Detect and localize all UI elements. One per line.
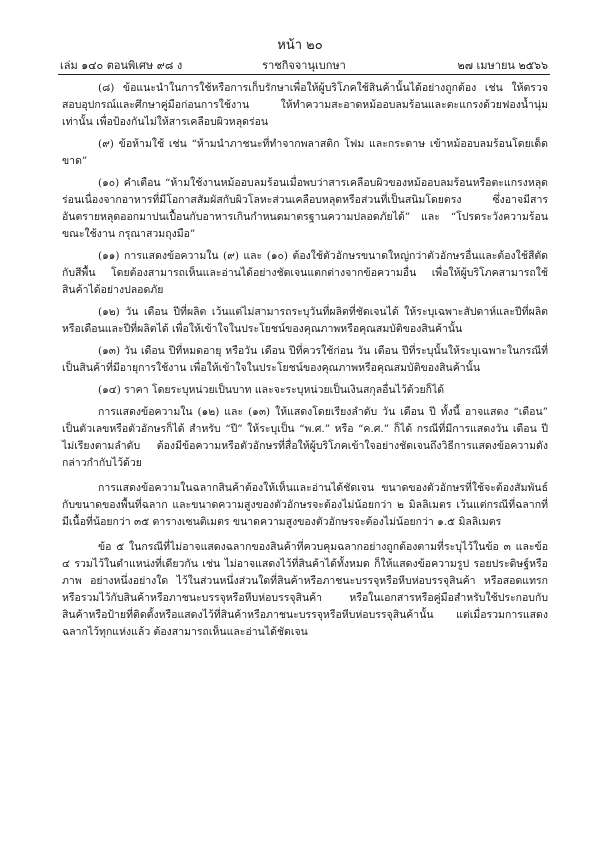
paragraph-item-10: (๑๐) คำเตือน “ห้ามใช้งานหม้ออบลมร้อนเมื่อพบว่าสารเคลือบผิวของหม้ออบลมร้อนหรือตะแกรงหลุดร่อนเนื่องจากอาหารที่มีโอกาสสัมผัสกับผิวโลหะส่วนเคลือบหลุดหรือส่วนที่เป็นสนิมโดยตรง ซึ่งอาจมีสารอันตรายหลุดออกมาปนเปื้อนกับอาหารเกินกำหนดมาตรฐานความปลอดภัยได้” และ “โปรดระวังความร้อนขณะใช้งาน กรุณาสวมถุงมือ” — [62, 177, 548, 240]
paragraph-item-14: (๑๔) ราคา โดยระบุหน่วยเป็นบาท และจะระบุหน่วยเป็นเงินสกุลอื่นไว้ด้วยก็ได้ — [98, 384, 445, 396]
header-rule — [58, 74, 550, 75]
paragraph-item-13: (๑๓) วัน เดือน ปีที่หมดอายุ หรือวัน เดือน ปีที่ควรใช้ก่อน วัน เดือน ปีที่ระบุนั้นให้ระบุเฉพาะในกรณีที่เป็นสินค้าที่มีอายุการใช้งาน เพื่อให้เข้าใจในประโยชน์ของคุณภาพหรือคุณสมบัติของสินค้านั้น — [62, 345, 548, 374]
paragraph-item-12: (๑๒) วัน เดือน ปีที่ผลิต เว้นแต่ไม่สามารถระบุวันที่ผลิตที่ชัดเจนได้ ให้ระบุเฉพาะสัปดาห์และปีที่ผลิต หรือเดือนและปีที่ผลิตได้ เพื่อให้เข้าใจในประโยชน์ของคุณภาพหรือคุณสมบัติของสินค้านั้น — [62, 306, 548, 335]
publication-date: ๒๗ เมษายน ๒๕๖๖ — [457, 59, 548, 72]
paragraph-date-format: การแสดงข้อความใน (๑๒) และ (๑๓) ให้แสดงโดยเรียงลำดับ วัน เดือน ปี ทั้งนี้ อาจแสดง “เดือน” เป็นตัวเลขหรือตัวอักษรก็ได้ สำหรับ “ปี” ให้ระบุเป็น “พ.ศ.” หรือ “ค.ศ.” ก็ได้ กรณีที่มีการแสดงวัน เดือน ปี ไม่เรียงตามลำดับ ต้องมีข้อความหรือตัวอักษรที่สื่อให้ผู้บริโภคเข้าใจอย่างชัดเจนถึงวิธีการแสดงข้อความดังกล่าวกำกับไว้ด้วย — [62, 406, 548, 469]
volume-issue: เล่ม ๑๔๐ ตอนพิเศษ ๙๘ ง — [60, 59, 183, 72]
gazette-header — [60, 56, 548, 74]
page-number: หน้า ๒๐ — [277, 38, 323, 53]
paragraph-item-9: (๙) ข้อห้ามใช้ เช่น “ห้ามนำภาชนะที่ทำจากพลาสติก โฟม และกระดาษ เข้าหม้ออบลมร้อนโดยเด็ดขาด” — [62, 138, 548, 167]
paragraph-label-legibility: การแสดงข้อความในฉลากสินค้าต้องให้เห็นและอ่านได้ชัดเจน ขนาดของตัวอักษรที่ใช้จะต้องสัมพันธ์กับขนาดของพื้นที่ฉลาก และขนาดความสูงของตัวอักษรจะต้องไม่น้อยกว่า ๒ มิลลิเมตร เว้นแต่กรณีที่ฉลากที่มีเนื้อที่น้อยกว่า ๓๕ ตารางเซนติเมตร ขนาดความสูงของตัวอักษรจะต้องไม่น้อยกว่า ๑.๕ มิลลิเมตร — [62, 482, 548, 528]
paragraph-item-8: (๘) ข้อแนะนำในการใช้หรือการเก็บรักษาเพื่อให้ผู้บริโภคใช้สินค้านั้นได้อย่างถูกต้อง เช่น ให้ตรวจสอบอุปกรณ์และศึกษาคู่มือก่อนการใช้งาน ให้ทำความสะอาดหม้ออบลมร้อนและตะแกรงด้วยฟองน้ำนุ่มเท่านั้น เพื่อป้องกันไม่ให้สารเคลือบผิวหลุดร่อน — [62, 82, 548, 128]
paragraph-clause-5: ข้อ ๕ ในกรณีที่ไม่อาจแสดงฉลากของสินค้าที่ควบคุมฉลากอย่างถูกต้องตามที่ระบุไว้ในข้อ ๓ และข้อ ๔ รวมไว้ในตำแหน่งที่เดียวกัน เช่น ไม่อาจแสดงไว้ที่สินค้าได้ทั้งหมด ก็ให้แสดงข้อความรูป รอยประดิษฐ์หรือภาพ อย่างหนึ่งอย่างใด ไว้ในส่วนหนึ่งส่วนใดที่สินค้าหรือภาชนะบรรจุหรือหีบห่อบรรจุสินค้า หรือสอดแทรกหรือรวมไว้กับสินค้าหรือภาชนะบรรจุหรือหีบห่อบรรจุสินค้า หรือในเอกสารหรือคู่มือสำหรับใช้ประกอบกับสินค้าหรือป้ายที่ติดตั้งหรือแสดงไว้ที่สินค้าหรือภาชนะบรรจุหรือหีบห่อบรรจุสินค้านั้น แต่เมื่อรวมการแสดงฉลากไว้ทุกแห่งแล้ว ต้องสามารถเห็นและอ่านได้ชัดเจน — [62, 541, 548, 638]
document-body — [62, 80, 548, 646]
publication-name: ราชกิจจานุเบกษา — [262, 59, 346, 72]
paragraph-item-11: (๑๑) การแสดงข้อความใน (๙) และ (๑๐) ต้องใช้ตัวอักษรขนาดใหญ่กว่าตัวอักษรอื่นและต้องใช้สีตัดกับสีพื้น โดยต้องสามารถเห็นและอ่านได้อย่างชัดเจนแตกต่างจากข้อความอื่น เพื่อให้ผู้บริโภคสามารถใช้สินค้าได้อย่างปลอดภัย — [62, 250, 548, 296]
